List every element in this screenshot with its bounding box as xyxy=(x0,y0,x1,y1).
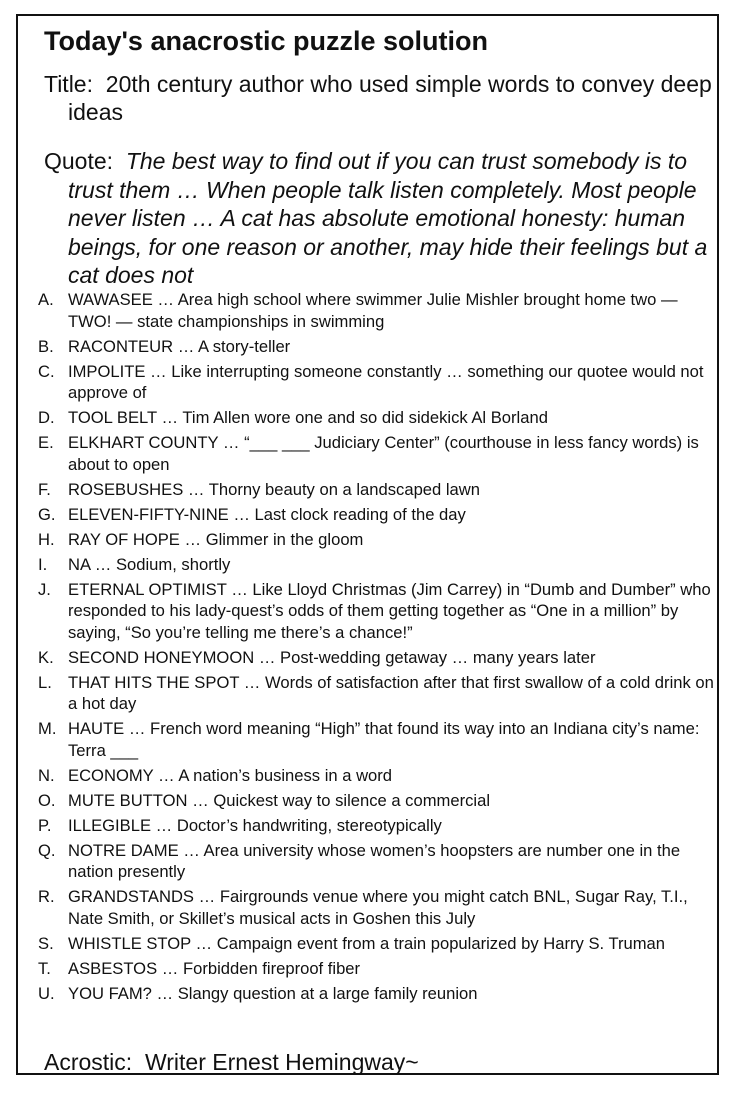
clue-item xyxy=(38,579,714,644)
clue-letter: D. xyxy=(38,408,55,427)
title-line xyxy=(44,70,728,126)
clue-letter: S. xyxy=(38,933,54,953)
clue-letter: C. xyxy=(38,361,55,381)
clue-item xyxy=(38,479,714,501)
quote-text: The best way to find out if you can trust somebody is to trust them … When people talk listen completely. Most people never listen … A cat has absolute emotional honesty: human beings, for one reason or another, may hide their feelings but a cat does not xyxy=(68,148,708,288)
clue-letter: F. xyxy=(38,479,51,499)
clue-text: ROSEBUSHES … Thorny beauty on a landscaped lawn xyxy=(68,479,480,499)
clue-item xyxy=(38,718,714,761)
clue-letter: E. xyxy=(38,433,54,452)
clue-letter: B. xyxy=(38,336,54,356)
clue-text: MUTE BUTTON … Quickest way to silence a commercial xyxy=(68,790,491,810)
clue-letter: J. xyxy=(38,579,51,599)
clue-text: ELEVEN-FIFTY-NINE … Last clock reading of the day xyxy=(68,504,466,524)
clue-item xyxy=(38,432,714,475)
clue-text: RAY OF HOPE … Glimmer in the gloom xyxy=(68,529,364,549)
puzzle-solution-panel xyxy=(16,14,719,1075)
clue-item xyxy=(38,790,714,812)
clue-item xyxy=(38,647,714,669)
clue-letter: M. xyxy=(38,719,57,738)
clue-item xyxy=(38,361,714,404)
clue-item xyxy=(38,983,714,1005)
clue-text: IMPOLITE … Like interrupting someone constantly … something our quotee would not approve of xyxy=(68,361,704,402)
clue-text: WAWASEE … Area high school where swimmer Julie Mishler brought home two — TWO! — state championships in swimming xyxy=(68,290,678,331)
clue-item xyxy=(38,765,714,787)
clue-letter: L. xyxy=(38,672,52,692)
clue-letter: N. xyxy=(38,765,55,785)
clue-letter: G. xyxy=(38,504,56,524)
clue-list xyxy=(38,289,714,1008)
clue-text: ELKHART COUNTY … “___ ___ Judiciary Center” (courthouse in less fancy words) is about to open xyxy=(68,433,699,474)
clue-text: ILLEGIBLE … Doctor’s handwriting, stereotypically xyxy=(68,815,442,835)
clue-item xyxy=(38,672,714,715)
clue-item xyxy=(38,886,714,929)
clue-letter: H. xyxy=(38,529,55,549)
clue-item xyxy=(38,554,714,576)
clue-item xyxy=(38,289,714,332)
acrostic-text: Writer Ernest Hemingway~ xyxy=(144,1049,419,1075)
page-title: Today's anacrostic puzzle solution xyxy=(44,26,488,56)
clue-text: HAUTE … French word meaning “High” that found its way into an Indiana city’s name: Terra ___ xyxy=(68,719,700,760)
acrostic-label: Acrostic: xyxy=(44,1049,133,1075)
clue-item xyxy=(38,958,714,980)
clue-letter: I. xyxy=(38,554,48,574)
clue-letter: P. xyxy=(38,815,52,835)
quote-label: Quote: xyxy=(44,148,114,174)
clue-text: TOOL BELT … Tim Allen wore one and so did sidekick Al Borland xyxy=(68,408,548,427)
clue-text: NOTRE DAME … Area university whose women’s hoopsters are number one in the nation presently xyxy=(68,840,681,881)
clue-letter: A. xyxy=(38,290,54,309)
clue-item xyxy=(38,840,714,883)
clue-text: ETERNAL OPTIMIST … Like Lloyd Christmas (Jim Carrey) in “Dumb and Dumber” who responded to his lady-quest’s odds of them getting together as “One in a million” by saying, “So you’re telling me there’s a chance!” xyxy=(68,579,711,642)
title-label: Title: xyxy=(44,71,93,97)
clue-text: GRANDSTANDS … Fairgrounds venue where you might catch BNL, Sugar Ray, T.I., Nate Smith, or Skillet’s musical acts in Goshen this July xyxy=(68,887,688,928)
clue-item xyxy=(38,815,714,837)
clue-item xyxy=(38,407,714,429)
clue-letter: R. xyxy=(38,887,55,906)
title-text: 20th century author who used simple words to convey deep ideas xyxy=(68,71,712,125)
clue-item xyxy=(38,504,714,526)
clue-letter: O. xyxy=(38,790,56,810)
quote-line xyxy=(44,147,728,290)
clue-item xyxy=(38,529,714,551)
clue-text: NA … Sodium, shortly xyxy=(68,554,231,574)
clue-letter: Q. xyxy=(38,840,56,860)
clue-text: YOU FAM? … Slangy question at a large family reunion xyxy=(68,983,478,1003)
clue-text: RACONTEUR … A story-teller xyxy=(68,336,291,356)
clue-text: SECOND HONEYMOON … Post-wedding getaway … many years later xyxy=(68,647,596,667)
clue-text: THAT HITS THE SPOT … Words of satisfaction after that first swallow of a cold drink on a hot day xyxy=(68,672,714,713)
acrostic-line xyxy=(44,1048,419,1076)
clue-item xyxy=(38,933,714,955)
clue-letter: K. xyxy=(38,647,54,667)
clue-text: ASBESTOS … Forbidden fireproof fiber xyxy=(68,958,361,978)
clue-letter: U. xyxy=(38,983,55,1003)
clue-letter: T. xyxy=(38,958,51,978)
clue-item xyxy=(38,336,714,358)
clue-text: ECONOMY … A nation’s business in a word xyxy=(68,765,393,785)
clue-text: WHISTLE STOP … Campaign event from a train popularized by Harry S. Truman xyxy=(68,933,665,953)
